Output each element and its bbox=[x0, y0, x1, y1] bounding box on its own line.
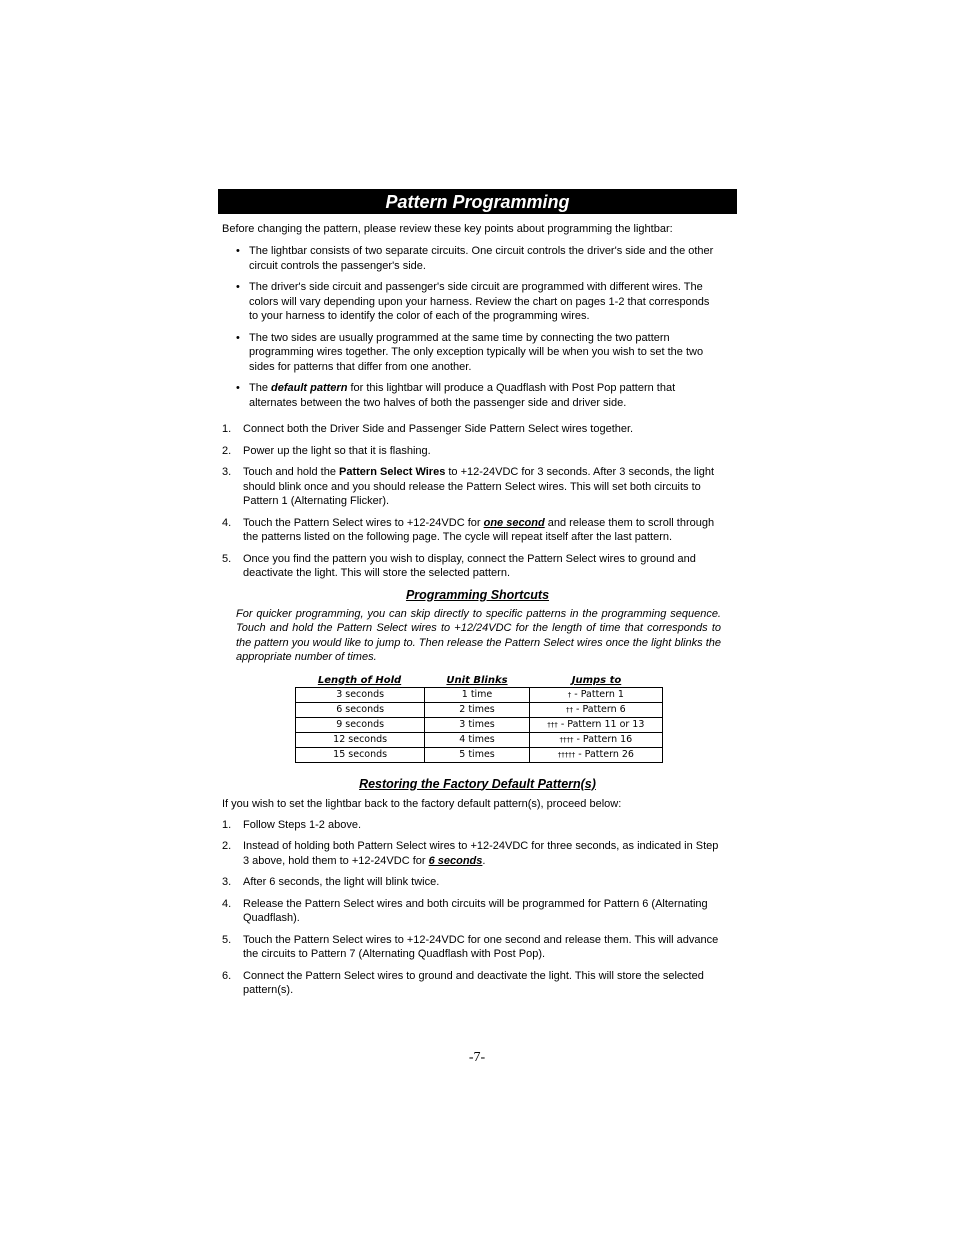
step-item bbox=[218, 818, 723, 833]
step-number: 5. bbox=[222, 933, 232, 946]
hold-cell: 12 seconds bbox=[296, 732, 425, 747]
list-item bbox=[218, 381, 719, 410]
step-number: 4. bbox=[222, 516, 232, 529]
step-number: 3. bbox=[222, 876, 232, 888]
step-number: 2. bbox=[222, 444, 232, 457]
step-number: 5. bbox=[222, 552, 232, 565]
bullet-text: The lightbar consists of two separate circuits. One circuit controls the driver's side and the other circuit controls the passenger's side. bbox=[249, 245, 714, 272]
table-row bbox=[296, 747, 663, 762]
list-item bbox=[218, 280, 719, 324]
bullet-icon: • bbox=[236, 245, 240, 257]
table-row bbox=[296, 732, 663, 747]
blinks-cell: 3 times bbox=[425, 717, 529, 732]
bullet-text-post: for this lightbar will produce a Quadflash with Post Pop pattern that alternates between the two halves of both the passenger side and driver side. bbox=[249, 382, 676, 409]
step-emphasis: 6 seconds bbox=[428, 854, 483, 867]
step-number: 3. bbox=[222, 466, 232, 478]
step-text: Once you find the pattern you wish to display, connect the Pattern Select wires to ground and deactivate the light. This will store the selected pattern. bbox=[243, 552, 696, 579]
default-pattern-emphasis: default pattern bbox=[271, 382, 348, 394]
step-item bbox=[218, 897, 723, 926]
bullet-icon: • bbox=[236, 331, 240, 344]
bullet-icon: • bbox=[236, 281, 240, 293]
programming-steps bbox=[218, 422, 737, 581]
step-number: 1. bbox=[222, 818, 232, 831]
blinks-cell: 4 times bbox=[425, 732, 529, 747]
blink-marks: † bbox=[567, 690, 572, 699]
bullet-icon: • bbox=[236, 382, 240, 394]
step-text: Connect the Pattern Select wires to ground and deactivate the light. This will store the selected pattern(s). bbox=[243, 969, 704, 996]
table-row bbox=[296, 702, 663, 717]
step-text: Connect both the Driver Side and Passenger Side Pattern Select wires together. bbox=[243, 423, 634, 435]
step-item bbox=[218, 465, 723, 509]
step-text: After 6 seconds, the light will blink twice. bbox=[243, 876, 440, 888]
hold-cell: 3 seconds bbox=[296, 687, 425, 702]
jump-cell bbox=[529, 732, 662, 747]
column-header: Unit Blinks bbox=[446, 674, 508, 686]
key-points-list bbox=[218, 244, 737, 410]
step-item bbox=[218, 516, 723, 545]
step-text: Touch the Pattern Select wires to +12-24VDC for one second and release them. This will advance the circuits to Pattern 7 (Alternating Quadflash with Post Pop). bbox=[243, 933, 719, 960]
restore-steps bbox=[218, 818, 737, 998]
step-item bbox=[218, 422, 723, 437]
step-number: 4. bbox=[222, 897, 232, 910]
list-item bbox=[218, 331, 719, 375]
step-emphasis: Pattern Select Wires bbox=[339, 466, 446, 478]
hold-cell: 9 seconds bbox=[296, 717, 425, 732]
shortcuts-table-wrapper bbox=[295, 675, 663, 763]
column-header: Jumps to bbox=[571, 674, 622, 686]
step-number: 1. bbox=[222, 423, 232, 435]
restore-heading: Restoring the Factory Default Pattern(s) bbox=[359, 776, 596, 791]
step-item bbox=[218, 839, 723, 868]
step-number: 2. bbox=[222, 840, 232, 852]
page-number: -7- bbox=[468, 1050, 486, 1065]
jump-cell bbox=[529, 702, 662, 717]
step-text: Release the Pattern Select wires and both circuits will be programmed for Pattern 6 (Alternating Quadflash). bbox=[243, 897, 708, 924]
intro-text: Before changing the pattern, please review these key points about programming the lightbar: bbox=[222, 223, 673, 235]
bullet-text: The driver's side circuit and passenger's side circuit are programmed with different wires. The colors will vary depending upon your harness. Review the chart on pages 1-2 that corresponds to your harness to identify the color of each of the programming wires. bbox=[249, 281, 710, 322]
jump-text: - Pattern 6 bbox=[573, 703, 626, 715]
step-text-post: . bbox=[482, 854, 486, 867]
step-item bbox=[218, 552, 723, 581]
jump-cell bbox=[529, 687, 662, 702]
step-emphasis: one second bbox=[483, 516, 545, 529]
jump-text: - Pattern 1 bbox=[571, 688, 624, 700]
column-header: Length of Hold bbox=[317, 674, 402, 686]
jump-text: - Pattern 26 bbox=[575, 748, 634, 760]
step-text-post: to +12-24VDC for 3 seconds. After 3 seconds, the light should blink once and you should release the Pattern Select wires. This will set both circuits to Pattern 1 (Alternating Flicker). bbox=[243, 466, 715, 507]
shortcuts-text: For quicker programming, you can skip directly to specific patterns in the programming sequence. Touch and hold the Pattern Select wires to +12/24VDC for the length of time that corresponds to the pattern you would like to jump to. Then release the Pattern Select wires once the light blinks the appropriate number of times. bbox=[236, 607, 721, 663]
step-text: Power up the light so that it is flashing. bbox=[243, 444, 431, 457]
restore-intro: If you wish to set the lightbar back to the factory default pattern(s), proceed below: bbox=[222, 797, 622, 810]
blink-marks: ††† bbox=[547, 720, 558, 729]
page-title: Pattern Programming bbox=[218, 189, 737, 214]
step-text-pre: Touch the Pattern Select wires to +12-24VDC for bbox=[243, 516, 484, 529]
shortcuts-table bbox=[295, 687, 663, 763]
table-row bbox=[296, 687, 663, 702]
bullet-text-pre: The bbox=[249, 382, 272, 394]
step-number: 6. bbox=[222, 969, 232, 982]
jump-cell bbox=[529, 747, 662, 762]
blink-marks: ††††† bbox=[557, 750, 576, 759]
step-item bbox=[218, 969, 723, 998]
bullet-text: The two sides are usually programmed at the same time by connecting the two pattern programming wires together. The only exception typically will be when you wish to set the two sides for patterns that differ from one another. bbox=[249, 331, 704, 373]
hold-cell: 6 seconds bbox=[296, 702, 425, 717]
manual-page bbox=[218, 189, 737, 1005]
list-item bbox=[218, 244, 719, 273]
blinks-cell: 1 time bbox=[425, 687, 529, 702]
step-text: Follow Steps 1-2 above. bbox=[243, 818, 362, 831]
table-row bbox=[296, 717, 663, 732]
step-text-post: and release them to scroll through the patterns listed on the following page. The cycle will repeat itself after the last pattern. bbox=[243, 516, 715, 543]
step-item bbox=[218, 933, 723, 962]
jump-cell bbox=[529, 717, 662, 732]
blinks-cell: 2 times bbox=[425, 702, 529, 717]
step-item bbox=[218, 875, 723, 890]
step-item bbox=[218, 444, 723, 459]
blinks-cell: 5 times bbox=[425, 747, 529, 762]
jump-text: - Pattern 16 bbox=[573, 733, 633, 745]
blink-marks: †††† bbox=[559, 735, 574, 744]
blink-marks: †† bbox=[566, 705, 573, 714]
jump-text: - Pattern 11 or 13 bbox=[557, 718, 645, 730]
hold-cell: 15 seconds bbox=[296, 747, 425, 762]
shortcuts-heading: Programming Shortcuts bbox=[405, 587, 550, 602]
table-header bbox=[295, 675, 663, 686]
step-text-pre: Instead of holding both Pattern Select wires to +12-24VDC for three seconds, as indicated in Step 3 above, hold them to +12-24VDC for bbox=[243, 840, 719, 867]
step-text-pre: Touch and hold the bbox=[243, 466, 340, 478]
